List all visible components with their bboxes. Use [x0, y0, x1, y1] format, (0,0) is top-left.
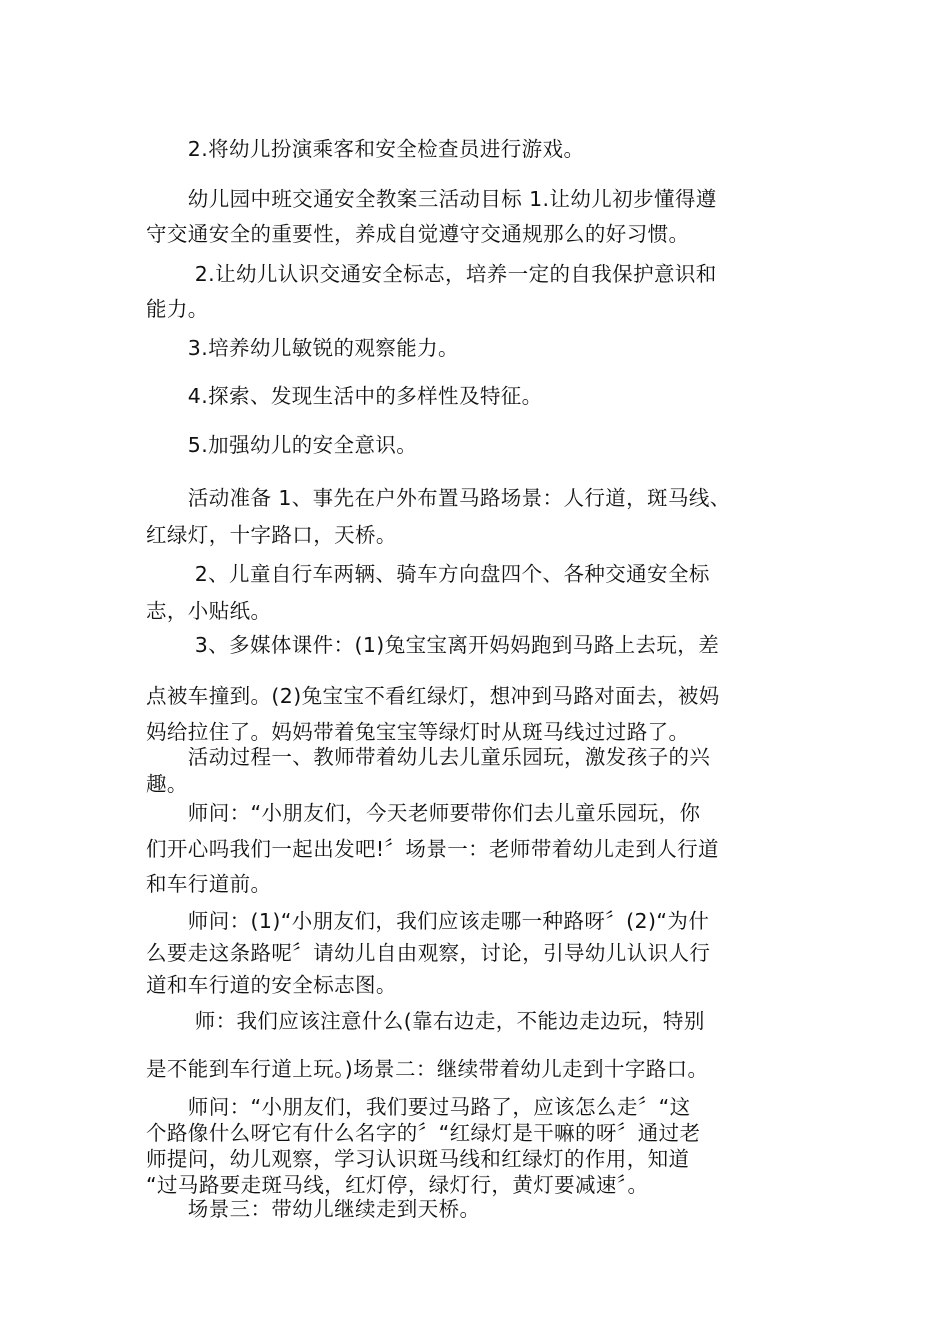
text-line: 师：我们应该注意什么(靠右边走，不能边走边玩，特别 [146, 1009, 705, 1033]
text-line: 和车行道前。 [146, 872, 272, 896]
paragraph [146, 381, 806, 411]
text-line: 守交通安全的重要性，养成自觉遵守交通规那么的好习惯。 [146, 222, 690, 246]
paragraph [146, 333, 806, 363]
text-line: 妈给拉住了。妈妈带着兔宝宝等绿灯时从斑马线过过路了。 [146, 720, 690, 744]
paragraph [146, 905, 806, 1001]
text-line: 们开心吗我们一起出发吧!〞场景一：老师带着幼儿走到人行道 [146, 837, 719, 861]
text-line: 点被车撞到。(2)兔宝宝不看红绿灯，想冲到马路对面去，被妈 [146, 684, 720, 708]
paragraph [146, 744, 806, 798]
paragraph [146, 1094, 806, 1198]
text-line: 活动过程一、教师带着幼儿去儿童乐园玩，激发孩子的兴 [146, 745, 711, 769]
paragraph [146, 257, 806, 327]
paragraph [146, 678, 806, 750]
text-line: 幼儿园中班交通安全教案三活动目标 1.让幼儿初步懂得遵 [146, 187, 717, 211]
text-line: 么要走这条路呢〞请幼儿自由观察，讨论，引导幼儿认识人行 [146, 941, 711, 965]
paragraph [146, 430, 806, 460]
text-line: 师问：(1)“小朋友们，我们应该走哪一种路呀〞(2)“为什 [146, 909, 710, 933]
text-line: 3.培养幼儿敏锐的观察能力。 [146, 336, 459, 360]
paragraph [146, 1006, 806, 1036]
text-line: 5.加强幼儿的安全意识。 [146, 433, 418, 457]
text-line: 个路像什么呀它有什么名字的〞“红绿灯是干嘛的呀〞通过老 [146, 1121, 701, 1145]
paragraph [146, 480, 806, 554]
paragraph [146, 134, 806, 164]
text-line: 2、儿童自行车两辆、骑车方向盘四个、各种交通安全标 [146, 562, 710, 586]
paragraph [146, 1054, 806, 1084]
paragraph [146, 1196, 806, 1222]
text-line: 是不能到车行道上玩。)场景二：继续带着幼儿走到十字路口。 [146, 1057, 709, 1081]
text-line: 志，小贴纸。 [146, 599, 272, 623]
paragraph [146, 630, 806, 660]
text-line: 2.将幼儿扮演乘客和安全检查员进行游戏。 [146, 137, 585, 161]
text-line: 场景三：带幼儿继续走到天桥。 [146, 1197, 481, 1221]
text-line: 师问：“小朋友们，今天老师要带你们去儿童乐园玩，你 [146, 801, 701, 825]
paragraph [146, 556, 806, 630]
paragraph [146, 795, 806, 867]
paragraph [146, 182, 806, 252]
text-line: 趣。 [146, 772, 188, 796]
text-line: 能力。 [146, 297, 209, 321]
text-line: 活动准备 1、事先在户外布置马路场景：人行道，斑马线、 [146, 486, 731, 510]
text-line: 4.探索、发现生活中的多样性及特征。 [146, 384, 543, 408]
text-line: 红绿灯，十字路口，天桥。 [146, 523, 397, 547]
paragraph [146, 869, 806, 899]
text-line: 3、多媒体课件：(1)兔宝宝离开妈妈跑到马路上去玩，差 [146, 633, 720, 657]
text-line: 师问：“小朋友们，我们要过马路了，应该怎么走〞“这 [146, 1095, 691, 1119]
text-line: 道和车行道的安全标志图。 [146, 973, 397, 997]
text-line: 2.让幼儿认识交通安全标志，培养一定的自我保护意识和 [146, 262, 717, 286]
text-line: 师提问，幼儿观察，学习认识斑马线和红绿灯的作用，知道 [146, 1147, 690, 1171]
text-line: “过马路要走斑马线，红灯停，绿灯行，黄灯要减速〞。 [146, 1173, 649, 1197]
